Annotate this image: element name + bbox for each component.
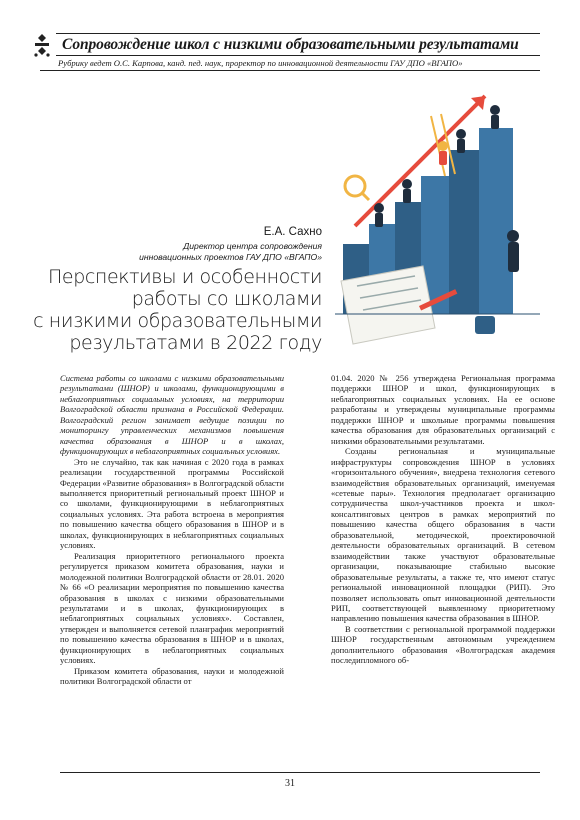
- title-line: результатами в 2022 году: [69, 332, 322, 354]
- rubric-subtitle: Рубрику ведет О.С. Карпова, канд. пед. наук, проректор по инновационной деятельности ГАУ ДПО «ВГАПО»: [58, 58, 463, 68]
- paragraph: 01.04. 2020 № 256 утверждена Региональная программа поддержки ШНОР и школ, функционирующих в неблагоприятных социальных условиях. На ее основе разработаны и утверждены муниципальные программы поддержки ШНОР и школьные программы повышения качества образования для образовательных организаций с низкими образовательными результатами.: [331, 373, 555, 446]
- footer-rule: [60, 772, 540, 773]
- author-role-line: инновационных проектов ГАУ ДПО «ВГАПО»: [139, 252, 322, 262]
- right-column: [331, 373, 555, 666]
- paragraph: Это не случайно, так как начиная с 2020 года в рамках реализации государственной программы Российской Федерации «Развитие образования» в Волгоградской области выполняется приоритетный региональный проект ШНОР и со школами, функционирующими в неблагоприятных социальных условиях. Эта работа встроена в мероприятия по повышению качества общего образования в ШНОР и в школах, функционирующих в неблагоприятных социальных условиях.: [60, 456, 284, 551]
- title-line: Перспективы и особенности: [48, 266, 322, 288]
- title-line: с низкими образовательными: [33, 310, 322, 332]
- left-column: [60, 373, 284, 687]
- paragraph: Созданы региональная и муниципальные инфраструктуры сопровождения ШНОР в условиях «горизонтального обучения», внедрена технология сетевого взаимодействия образовательных организаций, именуемая «сетевые пары». Технология предполагает организацию сотрудничества школ-участников проекта и школ-консалтинговых центров в рамках мероприятий по повышению качества общего образования в части образовательной, методической, проектировочной деятельности образовательных организаций. В сетевом взаимодействии также участвуют образовательные организации, показывающие стабильно высокие образовательные результаты, а также те, что имеют статус региональной инновационной площадки (РИП). Это позволяет использовать опыт инновационной деятельности РИП, соответствующей выявленному приоритетному направлению повышения качества образования в ШНОР.: [331, 446, 555, 624]
- rubric-title: Сопровождение школ с низкими образовательными результатами: [62, 36, 519, 53]
- paragraph: Реализация приоритетного регионального проекта регулируется приказом комитета образования, науки и молодежной политики Волгоградской области от 28.01. 2020 № 66 «О реализации мероприятия по повышению качества образования в школах с низкими образовательными результатами и в школах, функционирующих в неблагоприятных социальных условиях». Составлен, утвержден и выполняется сетевой планграфик мероприятий по повышению качества образования в ШНОР и в школах, функционирующих в неблагоприятных социальных условиях.: [60, 550, 284, 666]
- article-illustration: [335, 76, 540, 352]
- ornament-icon: [33, 33, 51, 59]
- paragraph: В соответствии с региональной программой поддержки ШНОР государственным автономным учреждением дополнительного образования «Волгоградская академия последипломного об-: [331, 623, 555, 666]
- article-title: [22, 266, 322, 354]
- header-rule-middle: [56, 55, 540, 56]
- title-line: работы со школами: [131, 288, 322, 310]
- author-role: [139, 241, 322, 263]
- page-number: 31: [285, 778, 295, 789]
- author-role-line: Директор центра сопровождения: [183, 241, 322, 251]
- paragraph: Приказом комитета образования, науки и молодежной политики Волгоградской области от: [60, 665, 284, 687]
- abstract: Система работы со школами с низкими образовательными результатами (ШНОР) и школами, функционирующими в неблагоприятных социальных условиях, на территории Волгоградской области признана в Российской Федерации. Волгоградский регион занимает ведущие позиции по мониторингу управленческих механизмов повышения качества образования в ШНОР и в школах, функционирующих в неблагоприятных социальных условиях.: [60, 373, 284, 457]
- author-name: Е.А. Сахно: [263, 226, 322, 238]
- header-rule-top: [56, 33, 540, 34]
- header-rule-bottom: [40, 70, 540, 71]
